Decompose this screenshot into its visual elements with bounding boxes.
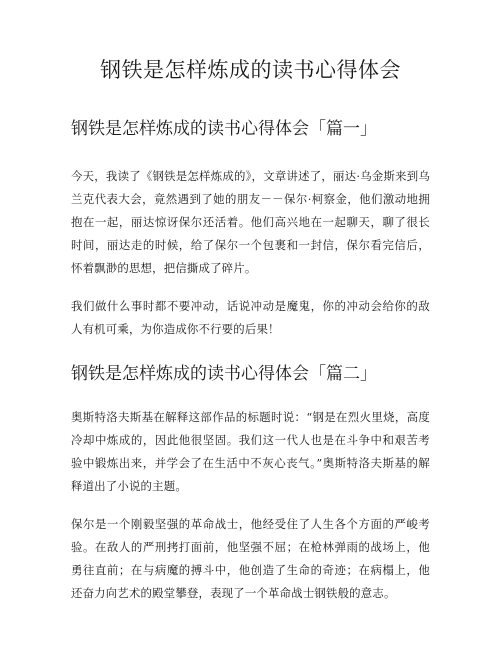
document-title: 钢铁是怎样炼成的读书心得体会	[100, 58, 401, 82]
section-2-paragraph-2: 保尔是一个刚毅坚强的革命战士，他经受住了人生各个方面的严峻考验。在敌人的严刑拷打面前，他坚强不屈；在枪林弹雨的战场上，他勇往直前；在与病魔的搏斗中，他创造了生命的奇迹；在病榻上，他还奋力向艺术的殿堂攀登，表现了一个革命战士钢铁般的意志。	[71, 517, 430, 600]
section-2-paragraph-1: 奥斯特洛夫斯基在解释这部作品的标题时说：“钢是在烈火里烧，高度冷却中炼成的，因此他很坚固。我们这一代人也是在斗争中和艰苦考验中锻炼出来，并学会了在生活中不灰心丧气。”奥斯特洛夫斯基的解释道出了小说的主题。	[71, 410, 430, 493]
section-heading-1: 钢铁是怎样炼成的读书心得体会「篇一」	[71, 119, 377, 139]
section-1-paragraph-2: 我们做什么事时都不要冲动，话说冲动是魔鬼，你的冲动会给你的敌人有机可乘，为你造成你不行要的后果！	[71, 299, 430, 336]
section-1-paragraph-1: 今天，我读了《钢铁是怎样炼成的》，文章讲述了，丽达·乌金斯来到乌兰克代表大会，竟然遇到了她的朋友－－保尔·柯察金，他们激动地拥抱在一起，丽达惊讶保尔还活着。他们高兴地在一起聊天，聊了很长时间，丽达走的时候，给了保尔一个包裹和一封信，保尔看完信后，怀着飘渺的思想，把信撕成了碎片。	[71, 169, 430, 275]
section-heading-2: 钢铁是怎样炼成的读书心得体会「篇二」	[71, 364, 377, 384]
